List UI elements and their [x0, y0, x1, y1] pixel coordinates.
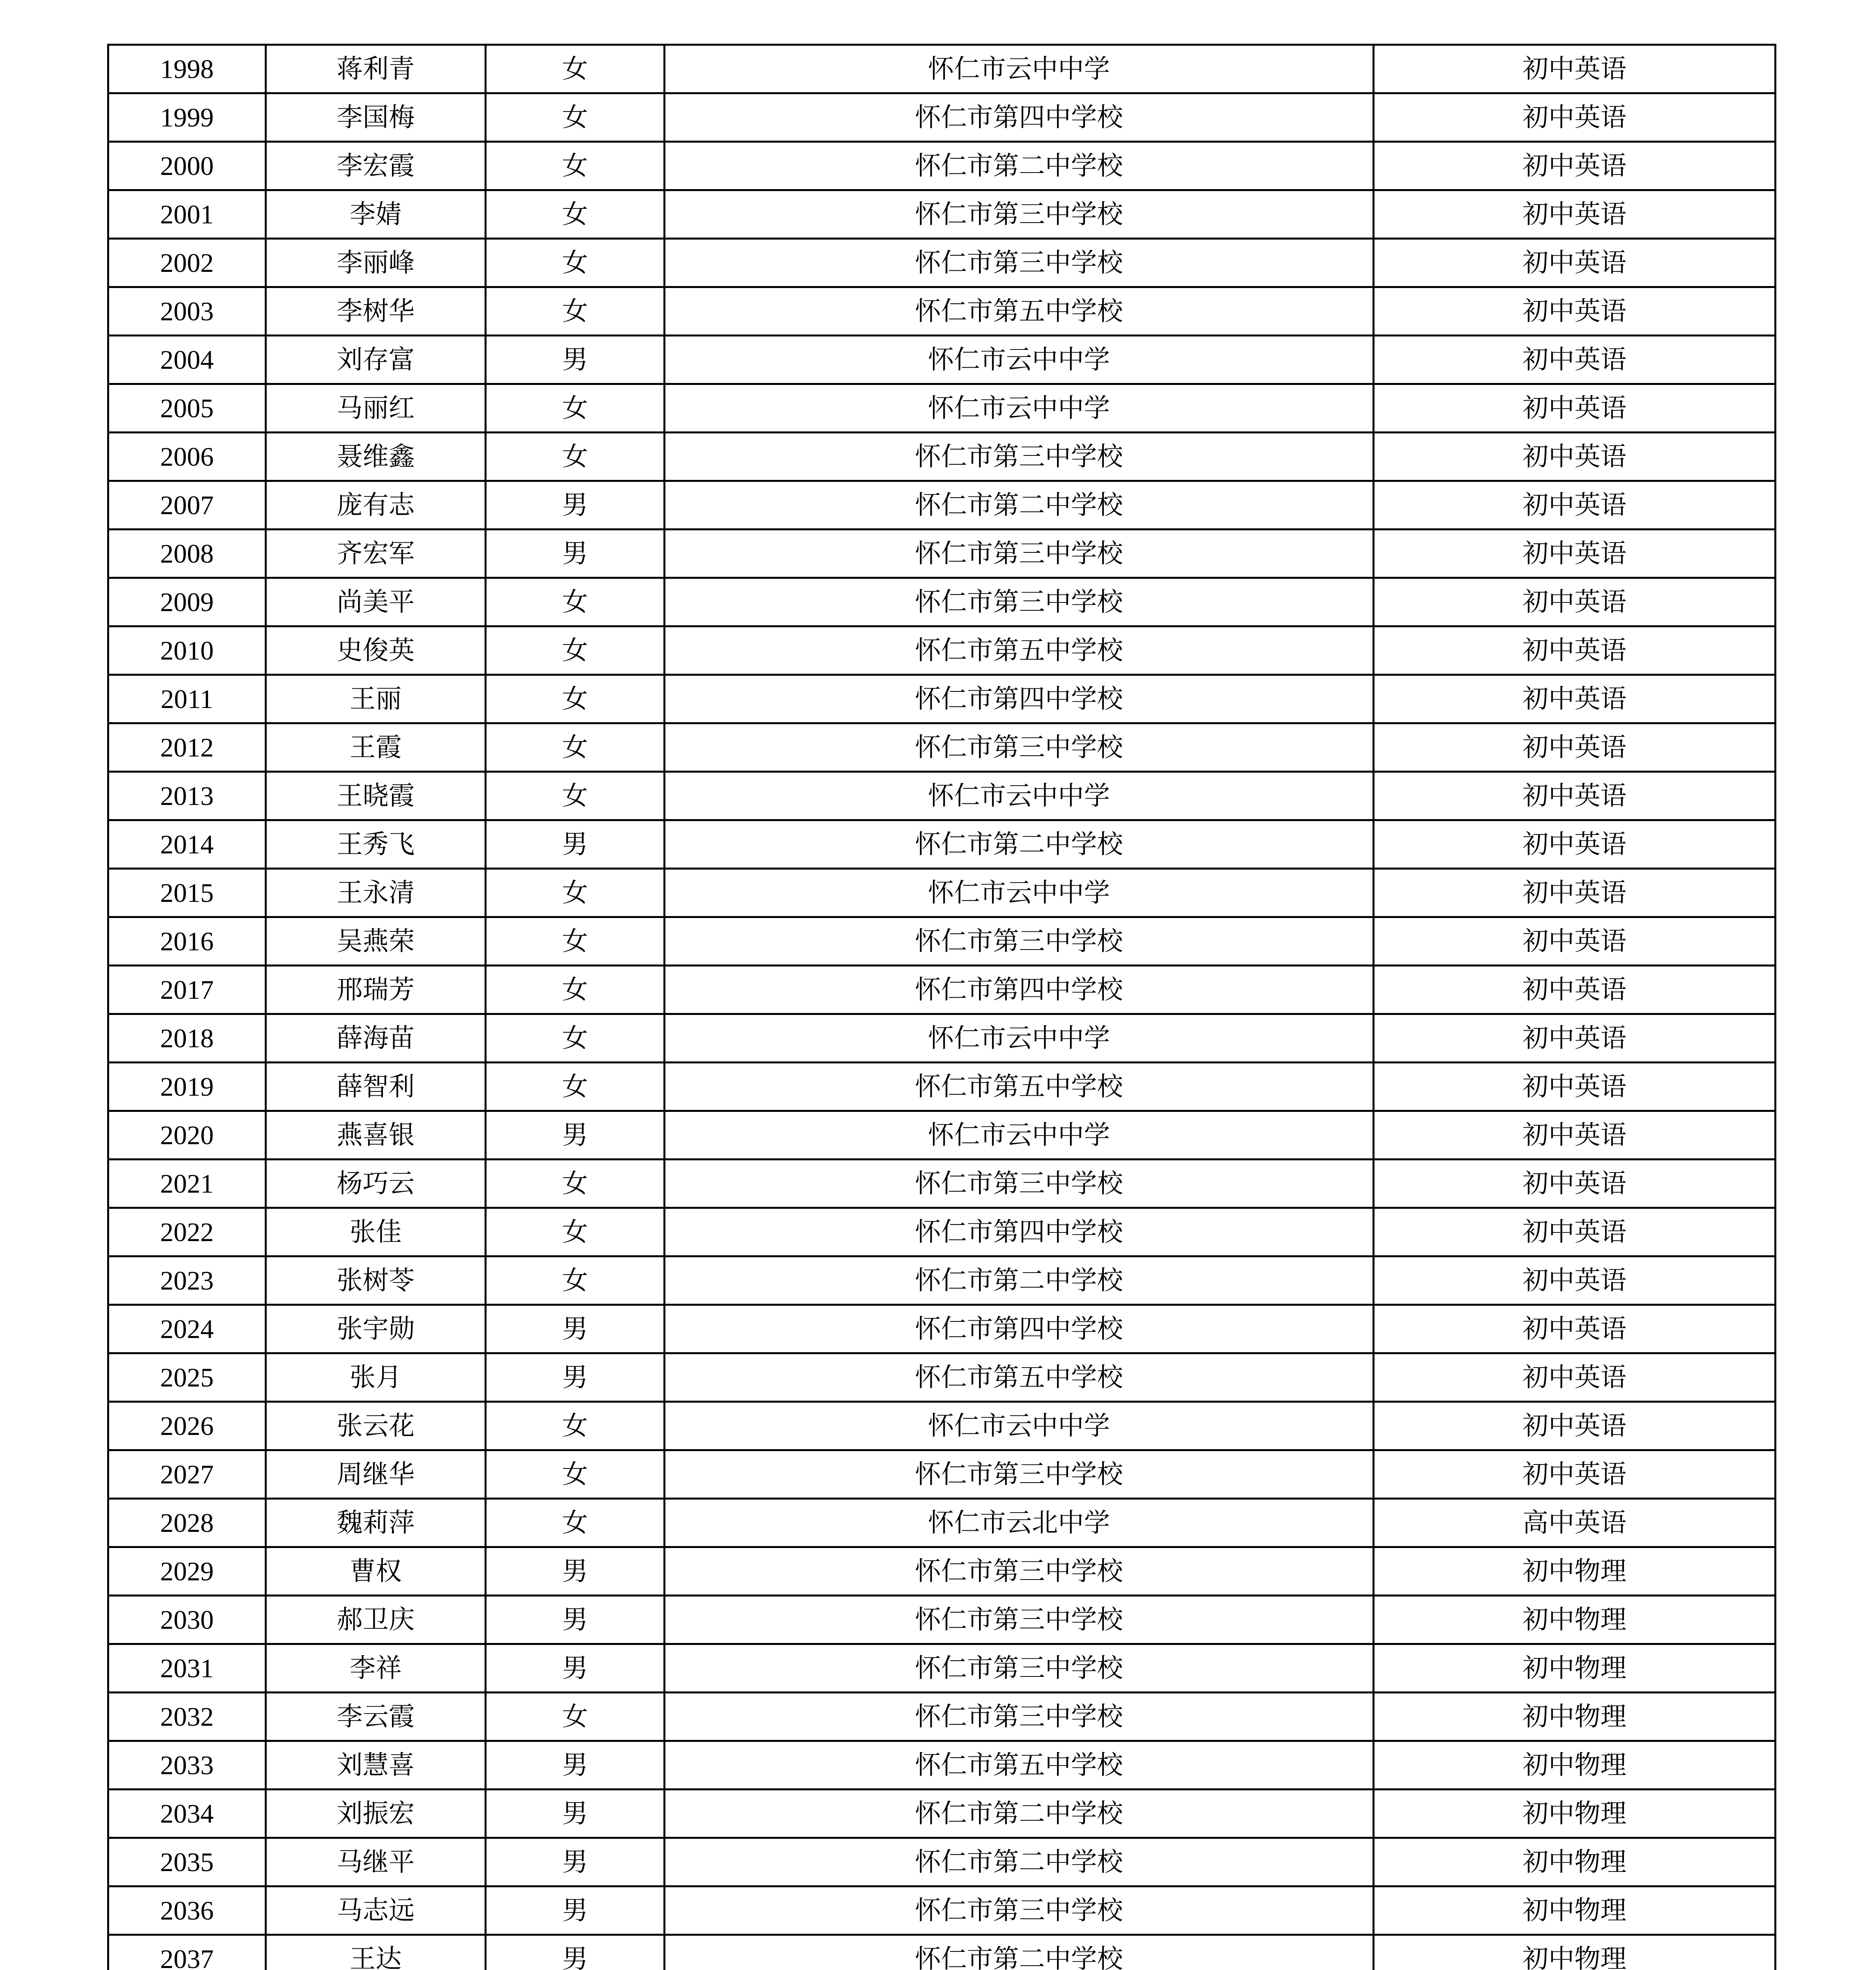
cell-name: 张月: [266, 1353, 486, 1402]
cell-subject: 初中英语: [1374, 45, 1776, 93]
cell-school: 怀仁市第三中学校: [665, 1644, 1374, 1693]
cell-name: 张宇勋: [266, 1305, 486, 1353]
cell-name: 庞有志: [266, 481, 486, 530]
cell-gender: 女: [486, 578, 665, 626]
cell-name: 马丽红: [266, 384, 486, 433]
cell-subject: 初中英语: [1374, 481, 1776, 530]
cell-number: 2030: [108, 1596, 266, 1644]
table-row: [108, 239, 1776, 287]
table-row: [108, 1111, 1776, 1160]
cell-school: 怀仁市第四中学校: [665, 1208, 1374, 1256]
table-row: [108, 1208, 1776, 1256]
cell-name: 薛智利: [266, 1063, 486, 1111]
cell-subject: 初中英语: [1374, 190, 1776, 239]
cell-subject: 初中英语: [1374, 433, 1776, 481]
cell-gender: 男: [486, 1935, 665, 1970]
cell-school: 怀仁市第五中学校: [665, 626, 1374, 675]
cell-gender: 女: [486, 1208, 665, 1256]
cell-school: 怀仁市第二中学校: [665, 820, 1374, 869]
cell-number: 2001: [108, 190, 266, 239]
table-row: [108, 1741, 1776, 1790]
cell-number: 2028: [108, 1499, 266, 1547]
cell-number: 2037: [108, 1935, 266, 1970]
table-row: [108, 772, 1776, 820]
cell-gender: 女: [486, 1499, 665, 1547]
cell-school: 怀仁市第二中学校: [665, 1838, 1374, 1886]
cell-subject: 初中英语: [1374, 626, 1776, 675]
cell-school: 怀仁市云中中学: [665, 869, 1374, 917]
cell-name: 李树华: [266, 287, 486, 336]
cell-name: 刘存富: [266, 336, 486, 384]
cell-school: 怀仁市云中中学: [665, 772, 1374, 820]
cell-school: 怀仁市第二中学校: [665, 481, 1374, 530]
cell-name: 齐宏军: [266, 530, 486, 578]
cell-school: 怀仁市第三中学校: [665, 1160, 1374, 1208]
cell-subject: 初中物理: [1374, 1790, 1776, 1838]
cell-subject: 初中英语: [1374, 675, 1776, 723]
cell-number: 2027: [108, 1450, 266, 1499]
table-row: [108, 336, 1776, 384]
cell-gender: 男: [486, 1596, 665, 1644]
table-row: [108, 1402, 1776, 1450]
table-row: [108, 384, 1776, 433]
cell-name: 王秀飞: [266, 820, 486, 869]
table-row: [108, 675, 1776, 723]
cell-subject: 初中英语: [1374, 1208, 1776, 1256]
cell-subject: 初中物理: [1374, 1935, 1776, 1970]
cell-gender: 男: [486, 1838, 665, 1886]
cell-gender: 女: [486, 1063, 665, 1111]
cell-gender: 女: [486, 1402, 665, 1450]
cell-name: 李国梅: [266, 93, 486, 142]
cell-school: 怀仁市云中中学: [665, 1402, 1374, 1450]
cell-school: 怀仁市云中中学: [665, 1111, 1374, 1160]
cell-name: 周继华: [266, 1450, 486, 1499]
cell-number: 1998: [108, 45, 266, 93]
cell-number: 2015: [108, 869, 266, 917]
cell-school: 怀仁市第五中学校: [665, 1063, 1374, 1111]
cell-name: 张树苓: [266, 1256, 486, 1305]
cell-school: 怀仁市云北中学: [665, 1499, 1374, 1547]
cell-gender: 女: [486, 626, 665, 675]
roster-body: [108, 45, 1776, 1970]
cell-name: 薛海苗: [266, 1014, 486, 1063]
cell-number: 2024: [108, 1305, 266, 1353]
cell-school: 怀仁市第四中学校: [665, 93, 1374, 142]
cell-name: 邢瑞芳: [266, 966, 486, 1014]
cell-number: 2036: [108, 1886, 266, 1935]
cell-number: 2002: [108, 239, 266, 287]
cell-name: 李祥: [266, 1644, 486, 1693]
table-row: [108, 578, 1776, 626]
cell-subject: 初中英语: [1374, 239, 1776, 287]
cell-number: 2004: [108, 336, 266, 384]
cell-subject: 高中英语: [1374, 1499, 1776, 1547]
cell-name: 王霞: [266, 723, 486, 772]
cell-school: 怀仁市第四中学校: [665, 966, 1374, 1014]
cell-gender: 女: [486, 772, 665, 820]
cell-subject: 初中英语: [1374, 1014, 1776, 1063]
table-row: [108, 45, 1776, 93]
cell-subject: 初中英语: [1374, 1160, 1776, 1208]
cell-name: 李婧: [266, 190, 486, 239]
cell-gender: 女: [486, 966, 665, 1014]
cell-number: 2012: [108, 723, 266, 772]
table-row: [108, 1886, 1776, 1935]
cell-subject: 初中物理: [1374, 1644, 1776, 1693]
cell-number: 2023: [108, 1256, 266, 1305]
table-row: [108, 190, 1776, 239]
table-row: [108, 287, 1776, 336]
cell-gender: 女: [486, 433, 665, 481]
cell-name: 刘慧喜: [266, 1741, 486, 1790]
table-row: [108, 869, 1776, 917]
table-row: [108, 1693, 1776, 1741]
cell-number: 2025: [108, 1353, 266, 1402]
cell-gender: 女: [486, 45, 665, 93]
table-row: [108, 142, 1776, 190]
cell-gender: 女: [486, 190, 665, 239]
cell-school: 怀仁市第二中学校: [665, 1256, 1374, 1305]
cell-number: 2005: [108, 384, 266, 433]
table-row: [108, 1935, 1776, 1970]
cell-school: 怀仁市第三中学校: [665, 1693, 1374, 1741]
cell-number: 2013: [108, 772, 266, 820]
cell-number: 2034: [108, 1790, 266, 1838]
cell-gender: 女: [486, 723, 665, 772]
table-row: [108, 626, 1776, 675]
cell-subject: 初中英语: [1374, 384, 1776, 433]
cell-gender: 女: [486, 142, 665, 190]
cell-name: 郝卫庆: [266, 1596, 486, 1644]
cell-gender: 女: [486, 384, 665, 433]
cell-school: 怀仁市第三中学校: [665, 1886, 1374, 1935]
cell-school: 怀仁市第三中学校: [665, 239, 1374, 287]
table-row: [108, 1790, 1776, 1838]
table-row: [108, 1160, 1776, 1208]
cell-number: 2014: [108, 820, 266, 869]
cell-subject: 初中英语: [1374, 723, 1776, 772]
cell-name: 李宏霞: [266, 142, 486, 190]
cell-gender: 男: [486, 1790, 665, 1838]
table-row: [108, 530, 1776, 578]
cell-name: 王丽: [266, 675, 486, 723]
cell-subject: 初中英语: [1374, 1450, 1776, 1499]
cell-school: 怀仁市第二中学校: [665, 1935, 1374, 1970]
cell-subject: 初中英语: [1374, 578, 1776, 626]
table-row: [108, 93, 1776, 142]
table-row: [108, 1353, 1776, 1402]
cell-subject: 初中物理: [1374, 1547, 1776, 1596]
table-row: [108, 433, 1776, 481]
cell-number: 2021: [108, 1160, 266, 1208]
cell-school: 怀仁市第二中学校: [665, 142, 1374, 190]
cell-number: 2009: [108, 578, 266, 626]
cell-subject: 初中英语: [1374, 336, 1776, 384]
cell-subject: 初中英语: [1374, 1111, 1776, 1160]
cell-number: 2003: [108, 287, 266, 336]
cell-gender: 男: [486, 1111, 665, 1160]
cell-number: 2010: [108, 626, 266, 675]
cell-subject: 初中物理: [1374, 1596, 1776, 1644]
cell-subject: 初中英语: [1374, 93, 1776, 142]
cell-gender: 女: [486, 93, 665, 142]
cell-name: 吴燕荣: [266, 917, 486, 966]
cell-subject: 初中物理: [1374, 1886, 1776, 1935]
table-row: [108, 1014, 1776, 1063]
table-row: [108, 1256, 1776, 1305]
cell-gender: 男: [486, 1305, 665, 1353]
cell-name: 王达: [266, 1935, 486, 1970]
cell-name: 李云霞: [266, 1693, 486, 1741]
cell-school: 怀仁市第五中学校: [665, 1741, 1374, 1790]
cell-gender: 女: [486, 287, 665, 336]
cell-gender: 女: [486, 1450, 665, 1499]
cell-number: 2006: [108, 433, 266, 481]
cell-gender: 女: [486, 1160, 665, 1208]
table-row: [108, 1450, 1776, 1499]
table-row: [108, 481, 1776, 530]
cell-number: 2031: [108, 1644, 266, 1693]
cell-name: 李丽峰: [266, 239, 486, 287]
table-row: [108, 1547, 1776, 1596]
cell-number: 2032: [108, 1693, 266, 1741]
cell-school: 怀仁市第三中学校: [665, 530, 1374, 578]
cell-name: 马继平: [266, 1838, 486, 1886]
cell-gender: 女: [486, 239, 665, 287]
cell-school: 怀仁市第四中学校: [665, 1305, 1374, 1353]
cell-name: 张云花: [266, 1402, 486, 1450]
cell-name: 聂维鑫: [266, 433, 486, 481]
cell-number: 2026: [108, 1402, 266, 1450]
roster-table: [107, 44, 1776, 1970]
cell-gender: 男: [486, 530, 665, 578]
cell-name: 刘振宏: [266, 1790, 486, 1838]
cell-subject: 初中英语: [1374, 287, 1776, 336]
cell-gender: 男: [486, 1547, 665, 1596]
cell-number: 2033: [108, 1741, 266, 1790]
cell-school: 怀仁市第三中学校: [665, 190, 1374, 239]
cell-school: 怀仁市第五中学校: [665, 287, 1374, 336]
cell-school: 怀仁市第三中学校: [665, 1596, 1374, 1644]
cell-gender: 男: [486, 481, 665, 530]
cell-name: 史俊英: [266, 626, 486, 675]
cell-name: 杨巧云: [266, 1160, 486, 1208]
cell-name: 蒋利青: [266, 45, 486, 93]
cell-number: 2011: [108, 675, 266, 723]
cell-school: 怀仁市第三中学校: [665, 1450, 1374, 1499]
table-row: [108, 820, 1776, 869]
cell-name: 马志远: [266, 1886, 486, 1935]
cell-number: 1999: [108, 93, 266, 142]
cell-school: 怀仁市第三中学校: [665, 433, 1374, 481]
cell-school: 怀仁市第四中学校: [665, 675, 1374, 723]
cell-subject: 初中物理: [1374, 1741, 1776, 1790]
cell-number: 2019: [108, 1063, 266, 1111]
cell-name: 魏莉萍: [266, 1499, 486, 1547]
cell-subject: 初中英语: [1374, 966, 1776, 1014]
cell-subject: 初中物理: [1374, 1838, 1776, 1886]
cell-subject: 初中英语: [1374, 530, 1776, 578]
cell-number: 2020: [108, 1111, 266, 1160]
cell-number: 2016: [108, 917, 266, 966]
cell-gender: 女: [486, 1693, 665, 1741]
table-row: [108, 1305, 1776, 1353]
cell-subject: 初中英语: [1374, 1256, 1776, 1305]
cell-number: 2022: [108, 1208, 266, 1256]
cell-school: 怀仁市第三中学校: [665, 578, 1374, 626]
cell-gender: 男: [486, 820, 665, 869]
cell-number: 2008: [108, 530, 266, 578]
cell-school: 怀仁市第三中学校: [665, 723, 1374, 772]
cell-name: 燕喜银: [266, 1111, 486, 1160]
cell-subject: 初中英语: [1374, 1063, 1776, 1111]
cell-school: 怀仁市第二中学校: [665, 1790, 1374, 1838]
cell-school: 怀仁市云中中学: [665, 45, 1374, 93]
cell-gender: 男: [486, 1886, 665, 1935]
cell-number: 2035: [108, 1838, 266, 1886]
cell-gender: 男: [486, 336, 665, 384]
cell-gender: 女: [486, 917, 665, 966]
cell-gender: 男: [486, 1741, 665, 1790]
table-row: [108, 1499, 1776, 1547]
cell-name: 尚美平: [266, 578, 486, 626]
table-row: [108, 966, 1776, 1014]
cell-subject: 初中英语: [1374, 869, 1776, 917]
cell-number: 2017: [108, 966, 266, 1014]
cell-name: 王永清: [266, 869, 486, 917]
table-row: [108, 917, 1776, 966]
cell-subject: 初中英语: [1374, 820, 1776, 869]
cell-number: 2018: [108, 1014, 266, 1063]
cell-school: 怀仁市云中中学: [665, 336, 1374, 384]
cell-subject: 初中英语: [1374, 1402, 1776, 1450]
cell-subject: 初中英语: [1374, 1305, 1776, 1353]
cell-school: 怀仁市第三中学校: [665, 917, 1374, 966]
cell-name: 王晓霞: [266, 772, 486, 820]
cell-name: 张佳: [266, 1208, 486, 1256]
cell-gender: 男: [486, 1353, 665, 1402]
cell-number: 2029: [108, 1547, 266, 1596]
cell-subject: 初中物理: [1374, 1693, 1776, 1741]
cell-gender: 女: [486, 1014, 665, 1063]
cell-school: 怀仁市第三中学校: [665, 1547, 1374, 1596]
cell-subject: 初中英语: [1374, 772, 1776, 820]
cell-gender: 女: [486, 1256, 665, 1305]
table-row: [108, 1838, 1776, 1886]
cell-number: 2007: [108, 481, 266, 530]
cell-gender: 男: [486, 1644, 665, 1693]
table-row: [108, 1596, 1776, 1644]
cell-subject: 初中英语: [1374, 1353, 1776, 1402]
cell-gender: 女: [486, 869, 665, 917]
cell-number: 2000: [108, 142, 266, 190]
cell-school: 怀仁市云中中学: [665, 1014, 1374, 1063]
table-row: [108, 1644, 1776, 1693]
cell-school: 怀仁市云中中学: [665, 384, 1374, 433]
cell-subject: 初中英语: [1374, 917, 1776, 966]
cell-gender: 女: [486, 675, 665, 723]
table-row: [108, 1063, 1776, 1111]
cell-subject: 初中英语: [1374, 142, 1776, 190]
cell-name: 曹权: [266, 1547, 486, 1596]
cell-school: 怀仁市第五中学校: [665, 1353, 1374, 1402]
table-row: [108, 723, 1776, 772]
